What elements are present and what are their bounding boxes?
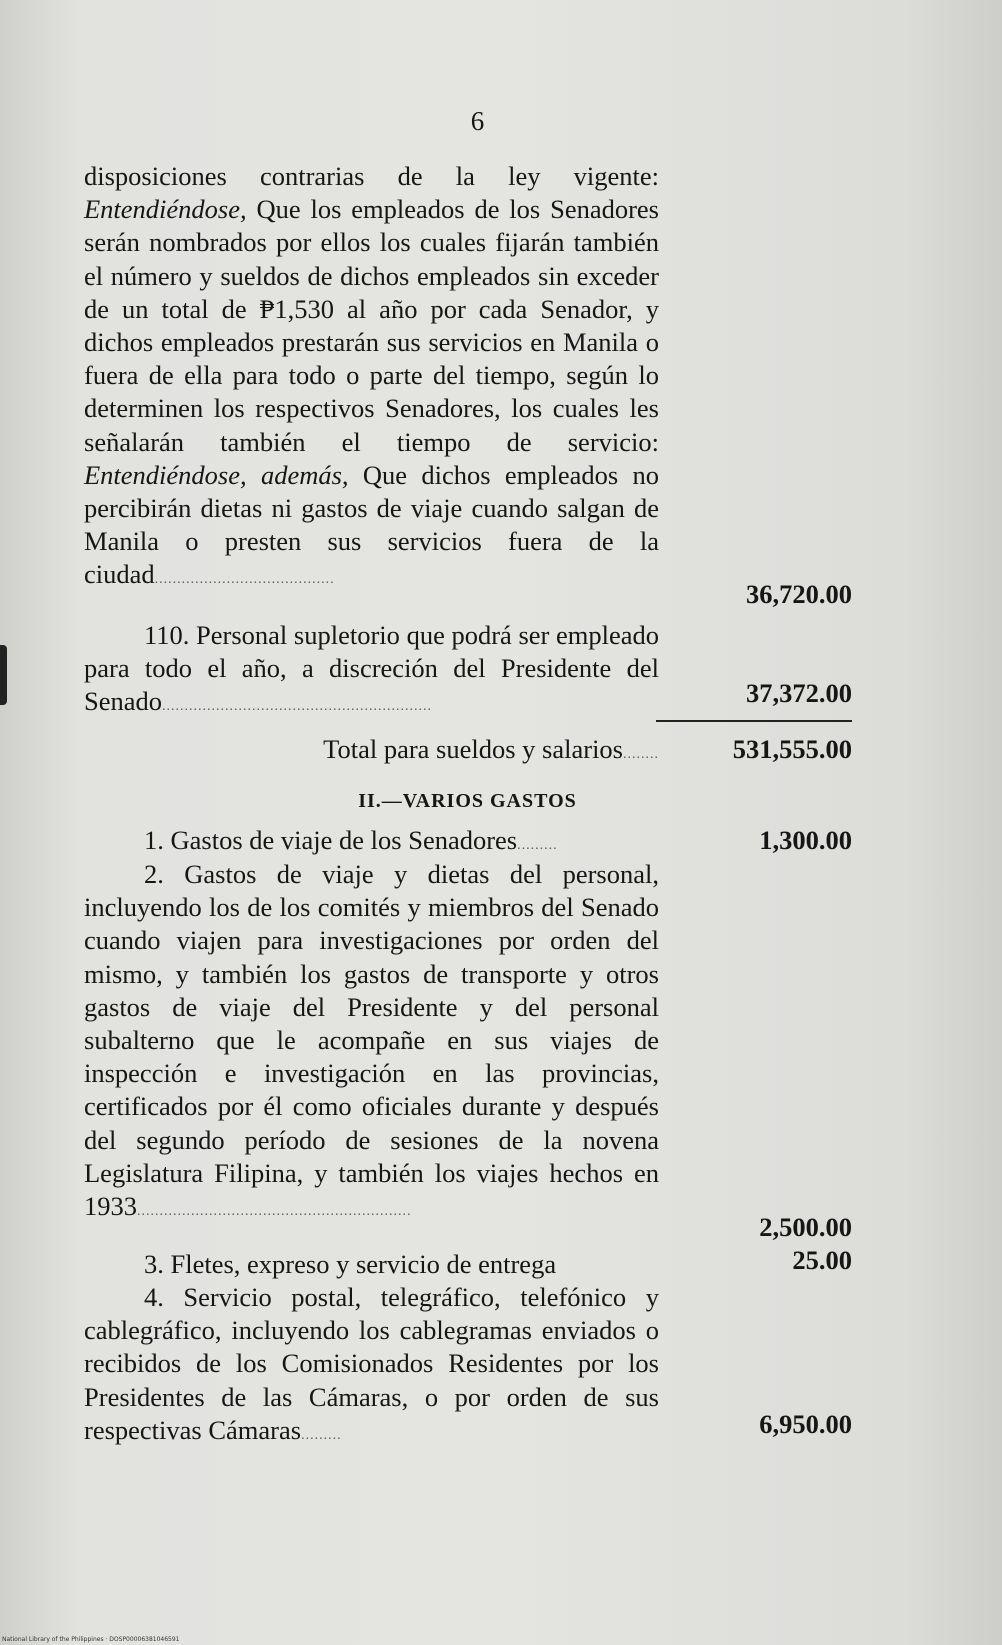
list-item-text: 3. Fletes, expreso y servicio de entrega xyxy=(144,1249,557,1279)
total-text: Total para sueldos y salarios xyxy=(323,734,623,764)
list-item xyxy=(84,824,659,862)
dot-leader: ............................................................. xyxy=(137,1204,412,1220)
paragraph-employees-italic-2: Entendiéndose, además, xyxy=(84,459,349,490)
dot-leader: ........................................ xyxy=(154,572,335,588)
paragraph-employees-text-3: Que dichos empleados no percibirán dietas ni gastos de viaje cuando salgan de Manila o presten sus servicios fuera de la ciudad xyxy=(84,459,659,590)
list-item-text: 1. Gastos de viaje de los Senadores xyxy=(144,825,518,855)
paragraph-employees-text-1: disposiciones contrarias de la ley vigente: xyxy=(84,161,659,191)
list-item xyxy=(84,1281,659,1452)
list-item-text: 2. Gastos de viaje y dietas del personal, incluyendo los de los comités y miembros del Senado cuando viajen para investigaciones por orden del mismo, y también los gastos de transporte y otros gastos de viaje del Presidente y del personal subalterno que le acompañe en sus viajes de inspección e investigación en las provincias, certificados por él como oficiales durante y después del segundo período de sesiones de la novena Legislatura Filipina, y también los viajes hechos en 1933 xyxy=(84,859,659,1222)
section-heading: II.—VARIOS GASTOS xyxy=(358,790,577,812)
item-110-text: 110. Personal supletorio que podrá ser empleado para todo el año, a discreción del Presidente del Senado xyxy=(84,620,659,717)
dot-leader: ......... xyxy=(301,1427,342,1443)
list-item-text: 4. Servicio postal, telegráfico, telefónico y cablegráfico, incluyendo los cablegramas enviados o recibidos de los Comisionados Residentes por los Presidentes de las Cámaras, o por orden de sus respectivas Cámaras xyxy=(84,1282,659,1445)
list-item-amount: 2,500.00 xyxy=(759,1212,852,1242)
list-item xyxy=(84,858,659,1228)
paragraph-employees xyxy=(84,160,659,597)
scan-footer: National Library of the Philippines · DOSP00006381046591 xyxy=(2,1636,180,1643)
list-item-amount: 1,300.00 xyxy=(759,825,852,855)
list-item-amount: 6,950.00 xyxy=(759,1409,852,1439)
amount-total: 531,555.00 xyxy=(732,734,852,764)
amount-item-110: 37,372.00 xyxy=(746,678,852,708)
total-line xyxy=(84,733,659,771)
paragraph-employees-text-2: Que los empleados de los Senadores serán nombrados por ellos los cuales fijarán también el número y sueldos de dichos empleados sin exceder de un total de ₱1,530 al año por cada Senador, y dichos empleados prestarán sus servicios en Manila o fuera de ella para todo o parte del tiempo, según lo determinen los respectivos Senadores, los cuales les señalarán también el tiempo de servicio: xyxy=(84,194,659,457)
amount-employees: 36,720.00 xyxy=(746,579,852,609)
dot-leader: ........ xyxy=(623,747,659,762)
total-rule xyxy=(656,720,852,722)
dot-leader: ............................................................ xyxy=(162,699,433,715)
item-110 xyxy=(84,619,659,724)
list-item-amount: 25.00 xyxy=(792,1245,852,1275)
dot-leader: ......... xyxy=(517,838,558,853)
page-number: 6 xyxy=(470,106,485,136)
scan-edge-mark xyxy=(0,645,7,705)
paragraph-employees-italic-1: Entendiéndose, xyxy=(84,194,247,225)
